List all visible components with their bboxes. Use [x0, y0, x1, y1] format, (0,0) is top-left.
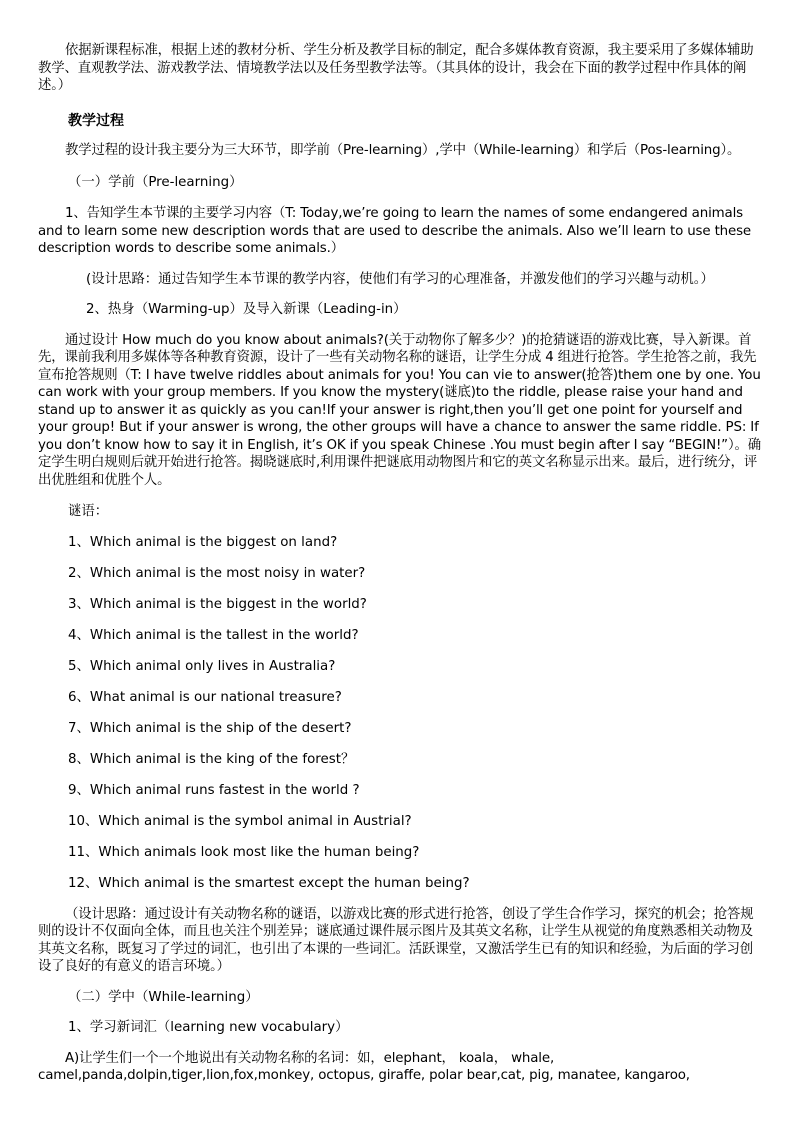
list-item: 7、Which animal is the ship of the desert? [68, 720, 352, 736]
list-item: 12、Which animal is the smartest except the human being? [68, 875, 470, 891]
design-note-2: （设计思路：通过设计有关动物名称的谜语，以游戏比赛的形式进行抢答，创设了学生合作学习，探究的机会；抢答规则的设计不仅面向全体，而且也关注个别差异；谜底通过课件展示图片及其英文名称，让学生从视觉的角度熟悉相关动物及其英文名称，既复习了学过的词汇，也引出了本课的一些词汇。活跃课堂，又激活学生已有的知识和经验，为后面的学习创设了良好的有意义的语言环境。） [38, 906, 754, 974]
vocab-title: 1、学习新词汇（learning new vocabulary） [68, 1020, 349, 1035]
vocab-paragraph: A)让学生们一个一个地说出有关动物名称的名词：如，elephant， koala， whale, camel,panda,dolpin,tiger,lion,fox,monkey, octopus, giraffe, polar bear,cat, pig, manatee, kangaroo, [38, 1050, 690, 1083]
document-page [38, 42, 762, 1085]
list-item: 2、Which animal is the most noisy in water? [68, 565, 366, 581]
process-intro: 教学过程的设计我主要分为三大环节，即学前（Pre-learning）,学中（While-learning）和学后（Pos-learning）。 [65, 143, 741, 158]
step2-title: 2、热身（Warming-up）及导入新课（Leading-in） [86, 302, 407, 317]
list-item: 8、Which animal is the king of the forest？ [68, 751, 355, 767]
list-item: 5、Which animal only lives in Australia? [68, 658, 336, 674]
game-paragraph: 通过设计 How much do you know about animals?(关于动物你了解多少？)的抢猜谜语的游戏比赛，导入新课。首先，课前我利用多媒体等各种教育资源，设计了一些有关动物名称的谜语，让学生分成 4 组进行抢答。学生抢答之前，我先宣布抢答规则（T: I have twelve riddles about animals for you! You can vie to answer(抢答)them one by one. You can work with your group members. If you know the mystery(谜底)to the riddle, please raise your hand and stand up to answer it as quickly as you can!If your answer is right,then you’ll get one point for yourself and your group! But if your answer is wrong, the other groups will have a chance to answer the same riddle. PS: If you don’t know how to say it in English, it’s OK if you speak Chinese .You must begin after I say “BEGIN!”）。确定学生明白规则后就开始进行抢答。揭晓谜底时,利用课件把谜底用动物图片和它的英文名称显示出来。最后，进行统分，评出优胜组和优胜个人。 [38, 332, 761, 488]
list-item: 9、Which animal runs fastest in the world ? [68, 782, 360, 798]
section1-title: （一）学前（Pre-learning） [68, 174, 243, 190]
riddles-label: 谜语： [68, 504, 109, 519]
list-item: 3、Which animal is the biggest in the world? [68, 596, 367, 612]
design-note-1: (设计思路：通过告知学生本节课的教学内容，使他们有学习的心理准备，并激发他们的学习兴趣与动机。） [86, 271, 714, 287]
riddle-list [38, 534, 762, 906]
list-item: 11、Which animals look most like the human being? [68, 844, 420, 860]
heading-teaching-process: 教学过程 [68, 112, 124, 129]
list-item: 1、Which animal is the biggest on land? [68, 534, 338, 550]
intro-paragraph: 依据新课程标准，根据上述的教材分析、学生分析及教学目标的制定，配合多媒体教育资源，我主要采用了多媒体辅助教学、直观教学法、游戏教学法、情境教学法以及任务型教学法等。（其具体的设计，我会在下面的教学过程中作具体的阐述。） [38, 43, 754, 93]
list-item: 4、Which animal is the tallest in the world? [68, 627, 359, 643]
list-item: 6、What animal is our national treasure? [68, 689, 342, 705]
section2-title: （二）学中（While-learning） [68, 989, 259, 1005]
list-item: 10、Which animal is the symbol animal in Austrial? [68, 813, 412, 829]
step1-text: 1、告知学生本节课的主要学习内容（T: Today,we’re going to learn the names of some endangered animals and to learn some new description words that are used to describe the animals. Also we’ll learn to use these description words to describe some animals.） [38, 206, 752, 256]
